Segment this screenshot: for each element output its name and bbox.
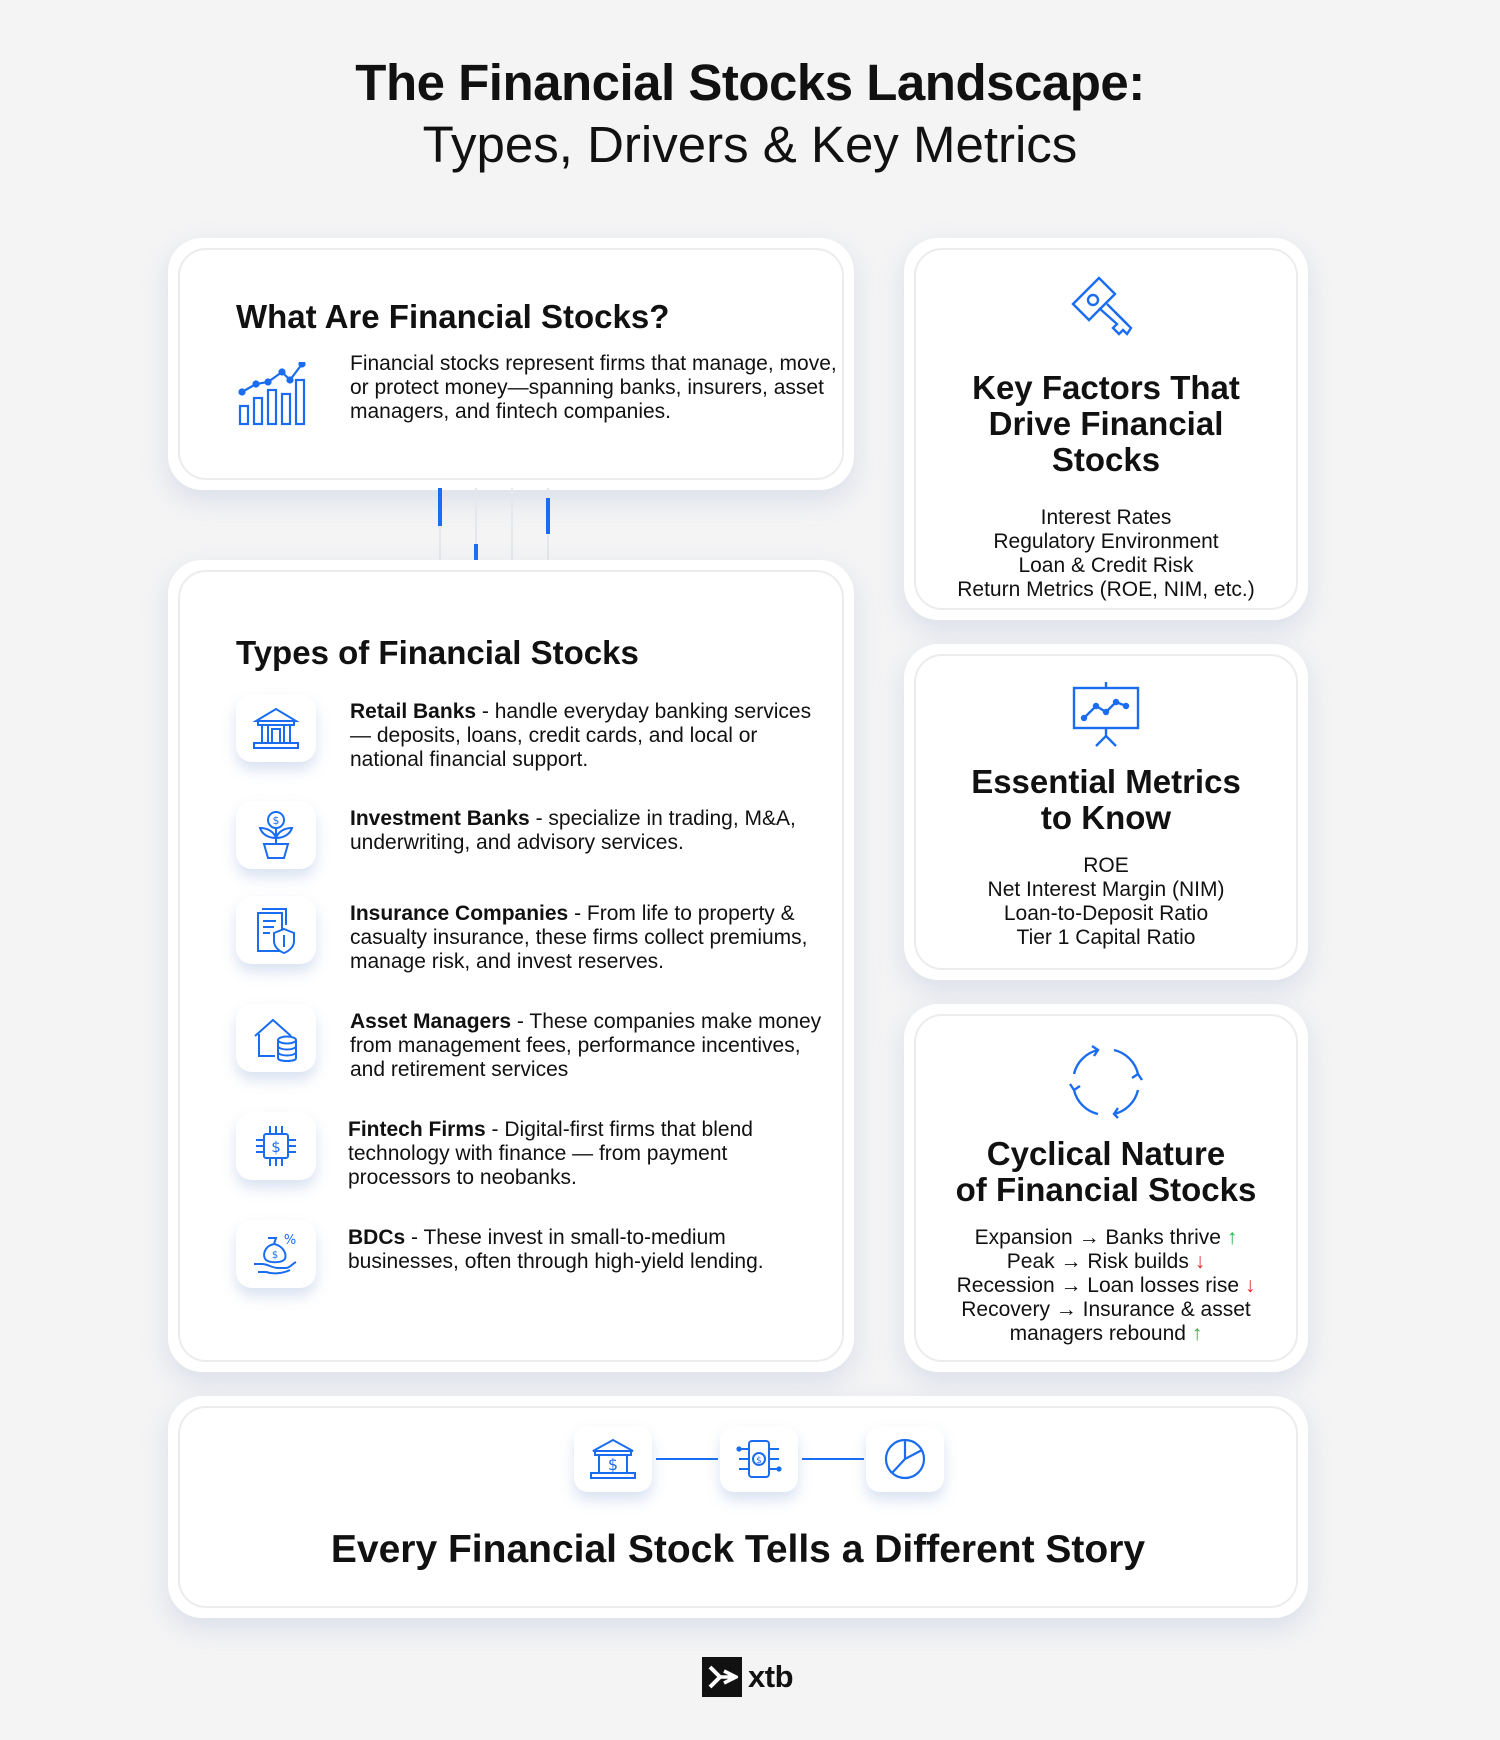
bottom-card [168, 1396, 1308, 1618]
growth-bar-chart-icon [238, 362, 308, 424]
arrow-down-icon: ↓ [1244, 1274, 1256, 1297]
key-factors-title-line: Drive Financial [988, 405, 1224, 442]
cyclical-title-line: of Financial Stocks [955, 1171, 1257, 1208]
svg-text:$: $ [607, 1455, 619, 1474]
list-item: Expansion → Banks thrive ↑ [974, 1226, 1238, 1249]
logo-text: xtb [748, 1659, 793, 1694]
page-title: The Financial Stocks Landscape: [355, 54, 1145, 111]
metrics-title-line: to Know [1040, 799, 1172, 836]
svg-text:$: $ [271, 1138, 281, 1156]
page-subtitle: Types, Drivers & Key Metrics [422, 116, 1078, 173]
list-item: ROE [1083, 854, 1129, 877]
house-coins-icon [236, 1004, 316, 1072]
bank-building-icon [236, 694, 316, 762]
svg-text:$: $ [756, 1456, 762, 1466]
type-item-asset-managers [236, 1004, 836, 1084]
xtb-logo [702, 1657, 793, 1697]
presentation-chart-icon [1070, 680, 1142, 748]
list-item: Return Metrics (ROE, NIM, etc.) [957, 578, 1255, 601]
arrow-down-icon: ↓ [1194, 1250, 1206, 1273]
type-desc: - specialize in trading, M&A, underwriting, and advisory services. [350, 807, 796, 854]
list-item: Regulatory Environment [993, 530, 1219, 553]
cyclical-title-line: Cyclical Nature [986, 1135, 1226, 1172]
policy-shield-icon [236, 896, 316, 964]
list-item: Loan-to-Deposit Ratio [1003, 902, 1209, 925]
type-name: Insurance Companies [350, 902, 569, 925]
svg-text:$: $ [271, 1250, 279, 1261]
list-item: Loan & Credit Risk [1018, 554, 1194, 577]
list-item: Peak → Risk builds ↓ [1006, 1250, 1206, 1273]
type-desc: - From life to property & casualty insurance, these firms collect premiums, manage risk, and invest reserves. [350, 902, 808, 973]
arrow-up-icon: ↑ [1191, 1322, 1203, 1345]
type-desc: - Digital-first firms that blend technology with finance — from payment processors to neobanks. [348, 1118, 753, 1189]
phone-dollar-icon [720, 1426, 798, 1492]
key-factors-card [904, 238, 1308, 620]
arrow-up-icon: ↑ [1226, 1226, 1238, 1249]
type-desc: - These companies make money from management fees, performance incentives, and retirement services [350, 1010, 822, 1081]
cyclical-card [904, 1004, 1308, 1372]
type-name: Asset Managers [350, 1010, 512, 1033]
xtb-logo-mark-icon [702, 1657, 742, 1697]
key-factors-list [916, 506, 1296, 602]
bottom-connector-line [802, 1458, 864, 1460]
what-card [168, 238, 854, 490]
money-plant-icon [236, 801, 316, 869]
type-item-retail-banks [236, 694, 836, 774]
hand-moneybag-percent-icon [236, 1220, 316, 1288]
type-name: Fintech Firms [348, 1118, 486, 1141]
svg-text:$: $ [272, 814, 280, 827]
bottom-title: Every Financial Stock Tells a Different Story [330, 1528, 1146, 1571]
page-header [0, 52, 1500, 176]
what-description: Financial stocks represent firms that manage, move, or protect money—spanning banks, insurers, asset managers, and fintech companies. [350, 352, 837, 423]
type-item-insurance-companies [236, 896, 836, 976]
what-title: What Are Financial Stocks? [236, 298, 670, 335]
type-name: BDCs [348, 1226, 406, 1249]
list-item: managers rebound ↑ [1009, 1322, 1203, 1345]
key-icon [1069, 272, 1143, 344]
type-name: Retail Banks [350, 700, 477, 723]
type-item-bdcs [236, 1220, 836, 1300]
cyclical-list [916, 1226, 1296, 1346]
type-desc: - These invest in small-to-medium businesses, often through high-yield lending. [348, 1226, 764, 1273]
types-card [168, 560, 854, 1372]
list-item: Recovery → Insurance & asset [961, 1298, 1251, 1321]
type-name: Investment Banks [350, 807, 530, 830]
list-item: Net Interest Margin (NIM) [987, 878, 1225, 901]
chip-dollar-icon [236, 1112, 316, 1180]
types-title: Types of Financial Stocks [236, 634, 639, 671]
key-factors-title-line: Key Factors That [972, 369, 1240, 406]
card-connector [436, 488, 586, 562]
list-item: Recession → Loan losses rise ↓ [956, 1274, 1256, 1297]
type-desc: - handle everyday banking services — deposits, loans, credit cards, and local or national financial support. [350, 700, 812, 771]
type-item-investment-banks [236, 801, 836, 881]
bank-dollar-icon [574, 1426, 652, 1492]
metrics-list [916, 854, 1296, 950]
cycle-arrows-icon [1068, 1044, 1144, 1120]
bottom-connector-line [656, 1458, 718, 1460]
metrics-card [904, 644, 1308, 980]
type-item-fintech-firms [236, 1112, 836, 1192]
svg-text:%: % [283, 1233, 297, 1248]
list-item: Interest Rates [1040, 506, 1172, 529]
pie-chart-icon [866, 1426, 944, 1492]
metrics-title-line: Essential Metrics [971, 763, 1241, 800]
key-factors-title-line: Stocks [1051, 441, 1161, 478]
list-item: Tier 1 Capital Ratio [1016, 926, 1196, 949]
